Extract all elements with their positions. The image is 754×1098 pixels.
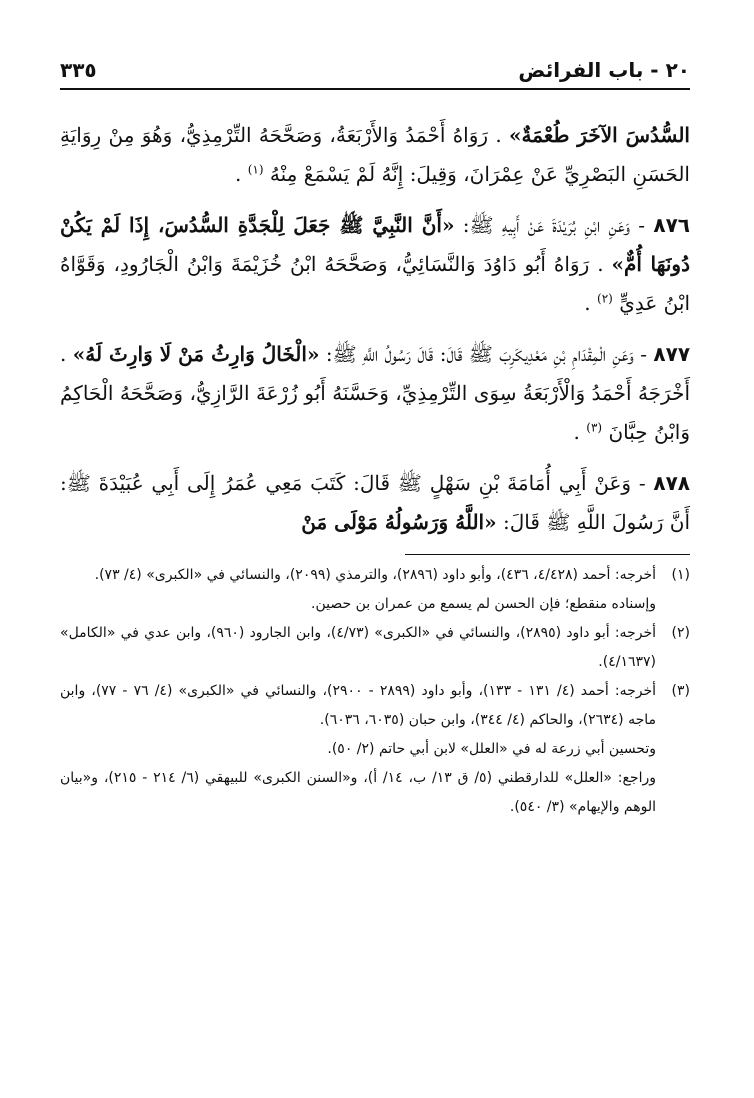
hadith-intro: - وَعَنْ أَبِي أُمَامَةَ بْنِ سَهْلٍ ﷺ قَالَ: كَتَبَ مَعِي عُمَرُ إِلَى أَبِي عُبَيْدَةَ ﷺ: أَنَّ رَسُولَ اللَّهِ ﷺ قَالَ: (60, 471, 690, 534)
paragraph-end: . (573, 420, 580, 444)
hadith-intro: - وَعَنِ الْمِقْدَامِ بْنِ مَعْدِيكَرِبَ ﷺ قَالَ: قَالَ رَسُولُ اللَّهِ ﷺ: (325, 342, 648, 366)
footnote-number: (٢) (671, 625, 690, 641)
main-text (60, 116, 690, 542)
hadith-number: ٨٧٦ (653, 213, 691, 237)
hadith-877 (60, 335, 690, 452)
footnote-1-note (60, 590, 690, 619)
paragraph-text: . رَوَاهُ أَحْمَدُ وَالأَرْبَعَةُ، وَصَحَّحَهُ التِّرْمِذِيُّ، وَهُوَ مِنْ رِوَايَةِ الحَسَنِ البَصْرِيِّ عَنْ عِمْرَانَ، وَقِيلَ: إِنَّهُ لَمْ يَسْمَعْ مِنْهُ (60, 123, 690, 186)
footnote-note: وإسناده منقطع؛ فإن الحسن لم يسمع من عمران بن حصين. (311, 596, 656, 612)
hadith-quote: «اللَّهُ وَرَسُولُهُ مَوْلَى مَنْ (301, 510, 497, 534)
footnote-number: (٣) (671, 683, 690, 699)
footnote-note: وراجع: «العلل» للدارقطني (٥/ ق ١٣/ ب، ١٤/ أ)، و«السنن الكبرى» للبيهقي (٦/ ٢١٤ - ٢١٥)، و«بيان الوهم والإيهام» (٣/ ٥٤٠). (60, 770, 656, 815)
footnote-1 (60, 561, 690, 590)
hadith-number: ٨٧٧ (653, 342, 691, 366)
footnote-text: أخرجه: أحمد (٤/ ١٣١ - ١٣٣)، وأبو داود (٢٨٩٩ - ٢٩٠٠)، والنسائي في «الكبرى» (٤/ ٧٦ - ٧٧)، وابن ماجه (٢٦٣٤)، والحاكم (٤/ ٣٤٤)، وابن حبان (٦٠٣٥، ٦٠٣٦). (60, 683, 657, 728)
footnote-number: (١) (671, 567, 690, 583)
footnotes (60, 561, 690, 822)
page-header (60, 58, 690, 90)
book-page (60, 58, 690, 822)
footnote-note: وتحسين أبي زرعة له في «العلل» لابن أبي حاتم (٢/ ٥٠). (327, 741, 656, 757)
hadith-quote: «أَنَّ النَّبِيَّ ﷺ جَعَلَ لِلْجَدَّةِ السُّدُسَ، إِذَا لَمْ يَكُنْ دُونَهَا أُمٌّ» (60, 213, 690, 276)
hadith-878 (60, 464, 690, 542)
footnote-3 (60, 677, 690, 735)
paragraph-text: . رَوَاهُ أَبُو دَاوُدَ وَالنَّسَائِيُّ، وَصَحَّحَهُ ابْنُ خُزَيْمَةَ وَابْنُ الْجَارُودِ، وَقَوَّاهُ ابْنُ عَدِيٍّ (60, 252, 690, 315)
footnote-ref: (٣) (586, 420, 603, 435)
footnote-3-note-2 (60, 764, 690, 822)
footnote-text: أخرجه: أحمد (٤/٤٢٨، ٤٣٦)، وأبو داود (٢٨٩٦)، والترمذي (٢٠٩٩)، والنسائي في «الكبرى» (٤/ ٧٣). (94, 567, 656, 583)
page-number: ٣٣٥ (60, 58, 97, 82)
paragraph-end: . (584, 291, 591, 315)
footnote-3-note (60, 735, 690, 764)
footnote-ref: (١) (247, 162, 264, 177)
footnote-separator (405, 554, 690, 555)
paragraph-end: . (235, 162, 242, 186)
footnote-ref: (٢) (597, 291, 613, 306)
footnote-text: أخرجه: أبو داود (٢٨٩٥)، والنسائي في «الكبرى» (٤/٧٣)، وابن الجارود (٩٦٠)، وابن عدي في «الكامل» (٤/١٦٣٧). (60, 625, 656, 670)
paragraph-text: . أَخْرَجَهُ أَحْمَدُ وَالْأَرْبَعَةُ سِوَى التِّرْمِذِيِّ، وَحَسَّنَهُ أَبُو زُرْعَةَ الرَّازِيُّ، وَصَحَّحَهُ الْحَاكِمُ وَابْنُ حِبَّانَ (60, 342, 690, 444)
hadith-876 (60, 206, 690, 323)
hadith-quote: السُّدُسَ الآخَرَ طُعْمَةٌ» (509, 123, 690, 147)
footnote-2 (60, 619, 690, 677)
hadith-quote: «الْخَالُ وَارِثُ مَنْ لَا وَارِثَ لَهُ» (72, 342, 320, 366)
hadith-intro: - وَعَنِ ابْنِ بُرَيْدَةَ عَنْ أَبِيهِ ﷺ: (462, 213, 646, 237)
hadith-number: ٨٧٨ (653, 471, 690, 495)
paragraph-continuation (60, 116, 690, 194)
chapter-title: ٢٠ - باب الفرائض (518, 58, 690, 82)
